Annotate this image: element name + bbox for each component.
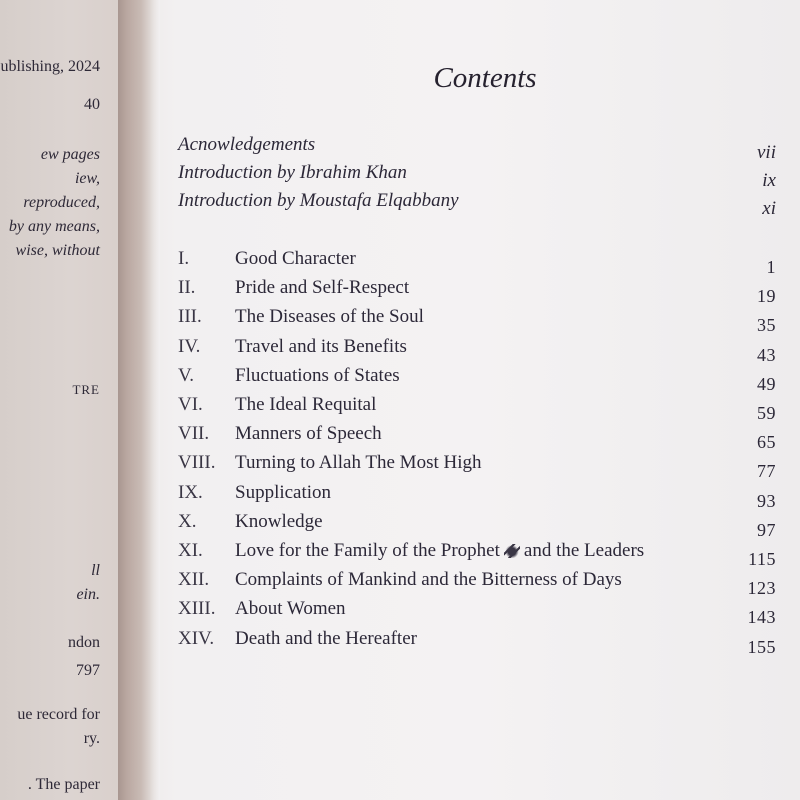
copyright-text-line: ll — [91, 562, 100, 579]
page-title — [150, 62, 800, 95]
chapter-title-text: Complaints of Mankind and the Bitterness of Days — [235, 569, 622, 591]
chapter-title-text: Fluctuations of States — [235, 364, 400, 386]
chapter-row — [178, 277, 776, 307]
chapter-page-number: 59 — [757, 403, 776, 423]
chapter-row — [178, 598, 776, 628]
chapter-page-number: 77 — [757, 461, 776, 482]
chapter-title — [235, 306, 424, 328]
copyright-text-line: 40 — [84, 96, 100, 113]
chapter-number: IX. — [178, 481, 203, 503]
chapter-title-text: Good Character — [235, 248, 356, 269]
chapter-title — [235, 511, 323, 533]
chapter-title-text: Travel and its Benefits — [235, 335, 407, 357]
copyright-text-line: wise, without — [15, 242, 100, 259]
chapter-row — [178, 481, 776, 511]
copyright-text-line: TRE — [72, 382, 100, 397]
chapter-row — [178, 364, 776, 394]
chapter-title-text: Death and the Hereafter — [235, 627, 417, 649]
chapter-number: I. — [178, 248, 190, 269]
copyright-text-line: ew pages — [40, 146, 100, 163]
chapter-title — [235, 598, 346, 620]
front-matter-label: Acnowledgements — [178, 134, 316, 155]
chapter-title-text: Knowledge — [235, 510, 323, 532]
front-matter-label: Introduction by Moustafa Elqabbany — [178, 190, 459, 211]
chapter-number: VII. — [178, 423, 210, 445]
chapter-row — [178, 452, 776, 482]
chapter-page-number: 65 — [757, 432, 776, 453]
chapter-title-text: The Ideal Requital — [235, 394, 377, 415]
chapter-row — [178, 540, 776, 569]
front-matter-page: xi — [762, 198, 776, 219]
chapter-title — [235, 336, 407, 358]
chapter-number: XIV. — [178, 627, 215, 649]
chapter-title — [235, 452, 482, 474]
chapter-row — [178, 335, 776, 365]
chapter-title — [235, 394, 376, 416]
chapter-title — [235, 423, 382, 445]
copyright-text-line: ublishing, 2024 — [0, 58, 100, 75]
chapter-page-number: 97 — [757, 519, 776, 540]
chapter-page-number: 35 — [757, 315, 776, 336]
copyright-text-line: 797 — [76, 662, 100, 679]
copyright-text-line: ry. — [83, 730, 100, 747]
copyright-text-line: . The paper — [27, 776, 100, 793]
chapter-title — [235, 569, 622, 591]
right-page-contents — [150, 0, 800, 800]
chapter-page-number: 155 — [747, 636, 776, 657]
chapter-page-number: 19 — [757, 286, 776, 307]
chapter-number: X. — [178, 510, 197, 532]
chapter-page-number: 1 — [766, 257, 776, 277]
chapter-number: V. — [178, 364, 195, 386]
chapter-title-suffix: and the Leaders — [523, 540, 645, 561]
front-matter-page: vii — [757, 142, 776, 163]
chapter-row — [178, 306, 776, 336]
copyright-text-line: by any means, — [8, 218, 100, 235]
front-matter-row — [178, 162, 776, 191]
chapter-page-number: 115 — [748, 549, 776, 569]
chapter-number: XIII. — [178, 598, 216, 620]
chapter-page-number: 143 — [747, 607, 776, 628]
chapter-row — [178, 569, 776, 599]
copyright-text-line: ue record for — [17, 706, 100, 723]
chapter-number: II. — [178, 277, 196, 299]
left-page-copyright — [0, 0, 118, 800]
chapter-title-text: Love for the Family of the Prophet — [235, 540, 500, 561]
copyright-text-line: ein. — [76, 586, 100, 603]
chapter-number: XI. — [178, 540, 203, 561]
chapter-title-text: The Diseases of the Soul — [235, 306, 424, 328]
chapter-title — [235, 628, 417, 650]
chapter-number: XII. — [178, 569, 210, 591]
contents-title-text: Contents — [433, 62, 537, 94]
chapter-page-number: 49 — [757, 373, 776, 394]
chapter-title — [235, 365, 400, 387]
front-matter-row — [178, 190, 776, 219]
front-matter-page: ix — [762, 170, 776, 191]
front-matter-row — [178, 134, 776, 163]
copyright-text-line: ndon — [68, 634, 100, 651]
chapter-number: III. — [178, 306, 202, 328]
chapter-title — [235, 277, 409, 299]
front-matter-label: Introduction by Ibrahim Khan — [178, 162, 407, 183]
chapter-title-text: Pride and Self-Respect — [235, 277, 410, 299]
chapter-row — [178, 510, 776, 540]
chapter-row — [178, 423, 776, 453]
salawat-icon — [504, 544, 520, 558]
chapter-number: VIII. — [178, 452, 216, 474]
chapter-title-text: Turning to Allah The Most High — [235, 452, 482, 474]
chapter-row — [178, 394, 776, 423]
chapter-title — [235, 482, 331, 504]
copyright-text-line: reproduced, — [23, 194, 100, 211]
chapter-title — [235, 540, 644, 562]
chapter-page-number: 43 — [757, 344, 776, 365]
chapter-page-number: 93 — [757, 490, 776, 511]
chapter-page-number: 123 — [747, 578, 776, 599]
chapter-title-text: Supplication — [235, 481, 332, 503]
chapter-number: IV. — [178, 335, 201, 357]
chapter-title — [235, 248, 356, 270]
chapter-row — [178, 248, 776, 277]
chapter-row — [178, 627, 776, 657]
chapter-title-text: About Women — [235, 598, 346, 620]
chapter-number: VI. — [178, 394, 203, 415]
chapter-title-text: Manners of Speech — [235, 423, 382, 445]
copyright-text-line: iew, — [74, 170, 100, 187]
